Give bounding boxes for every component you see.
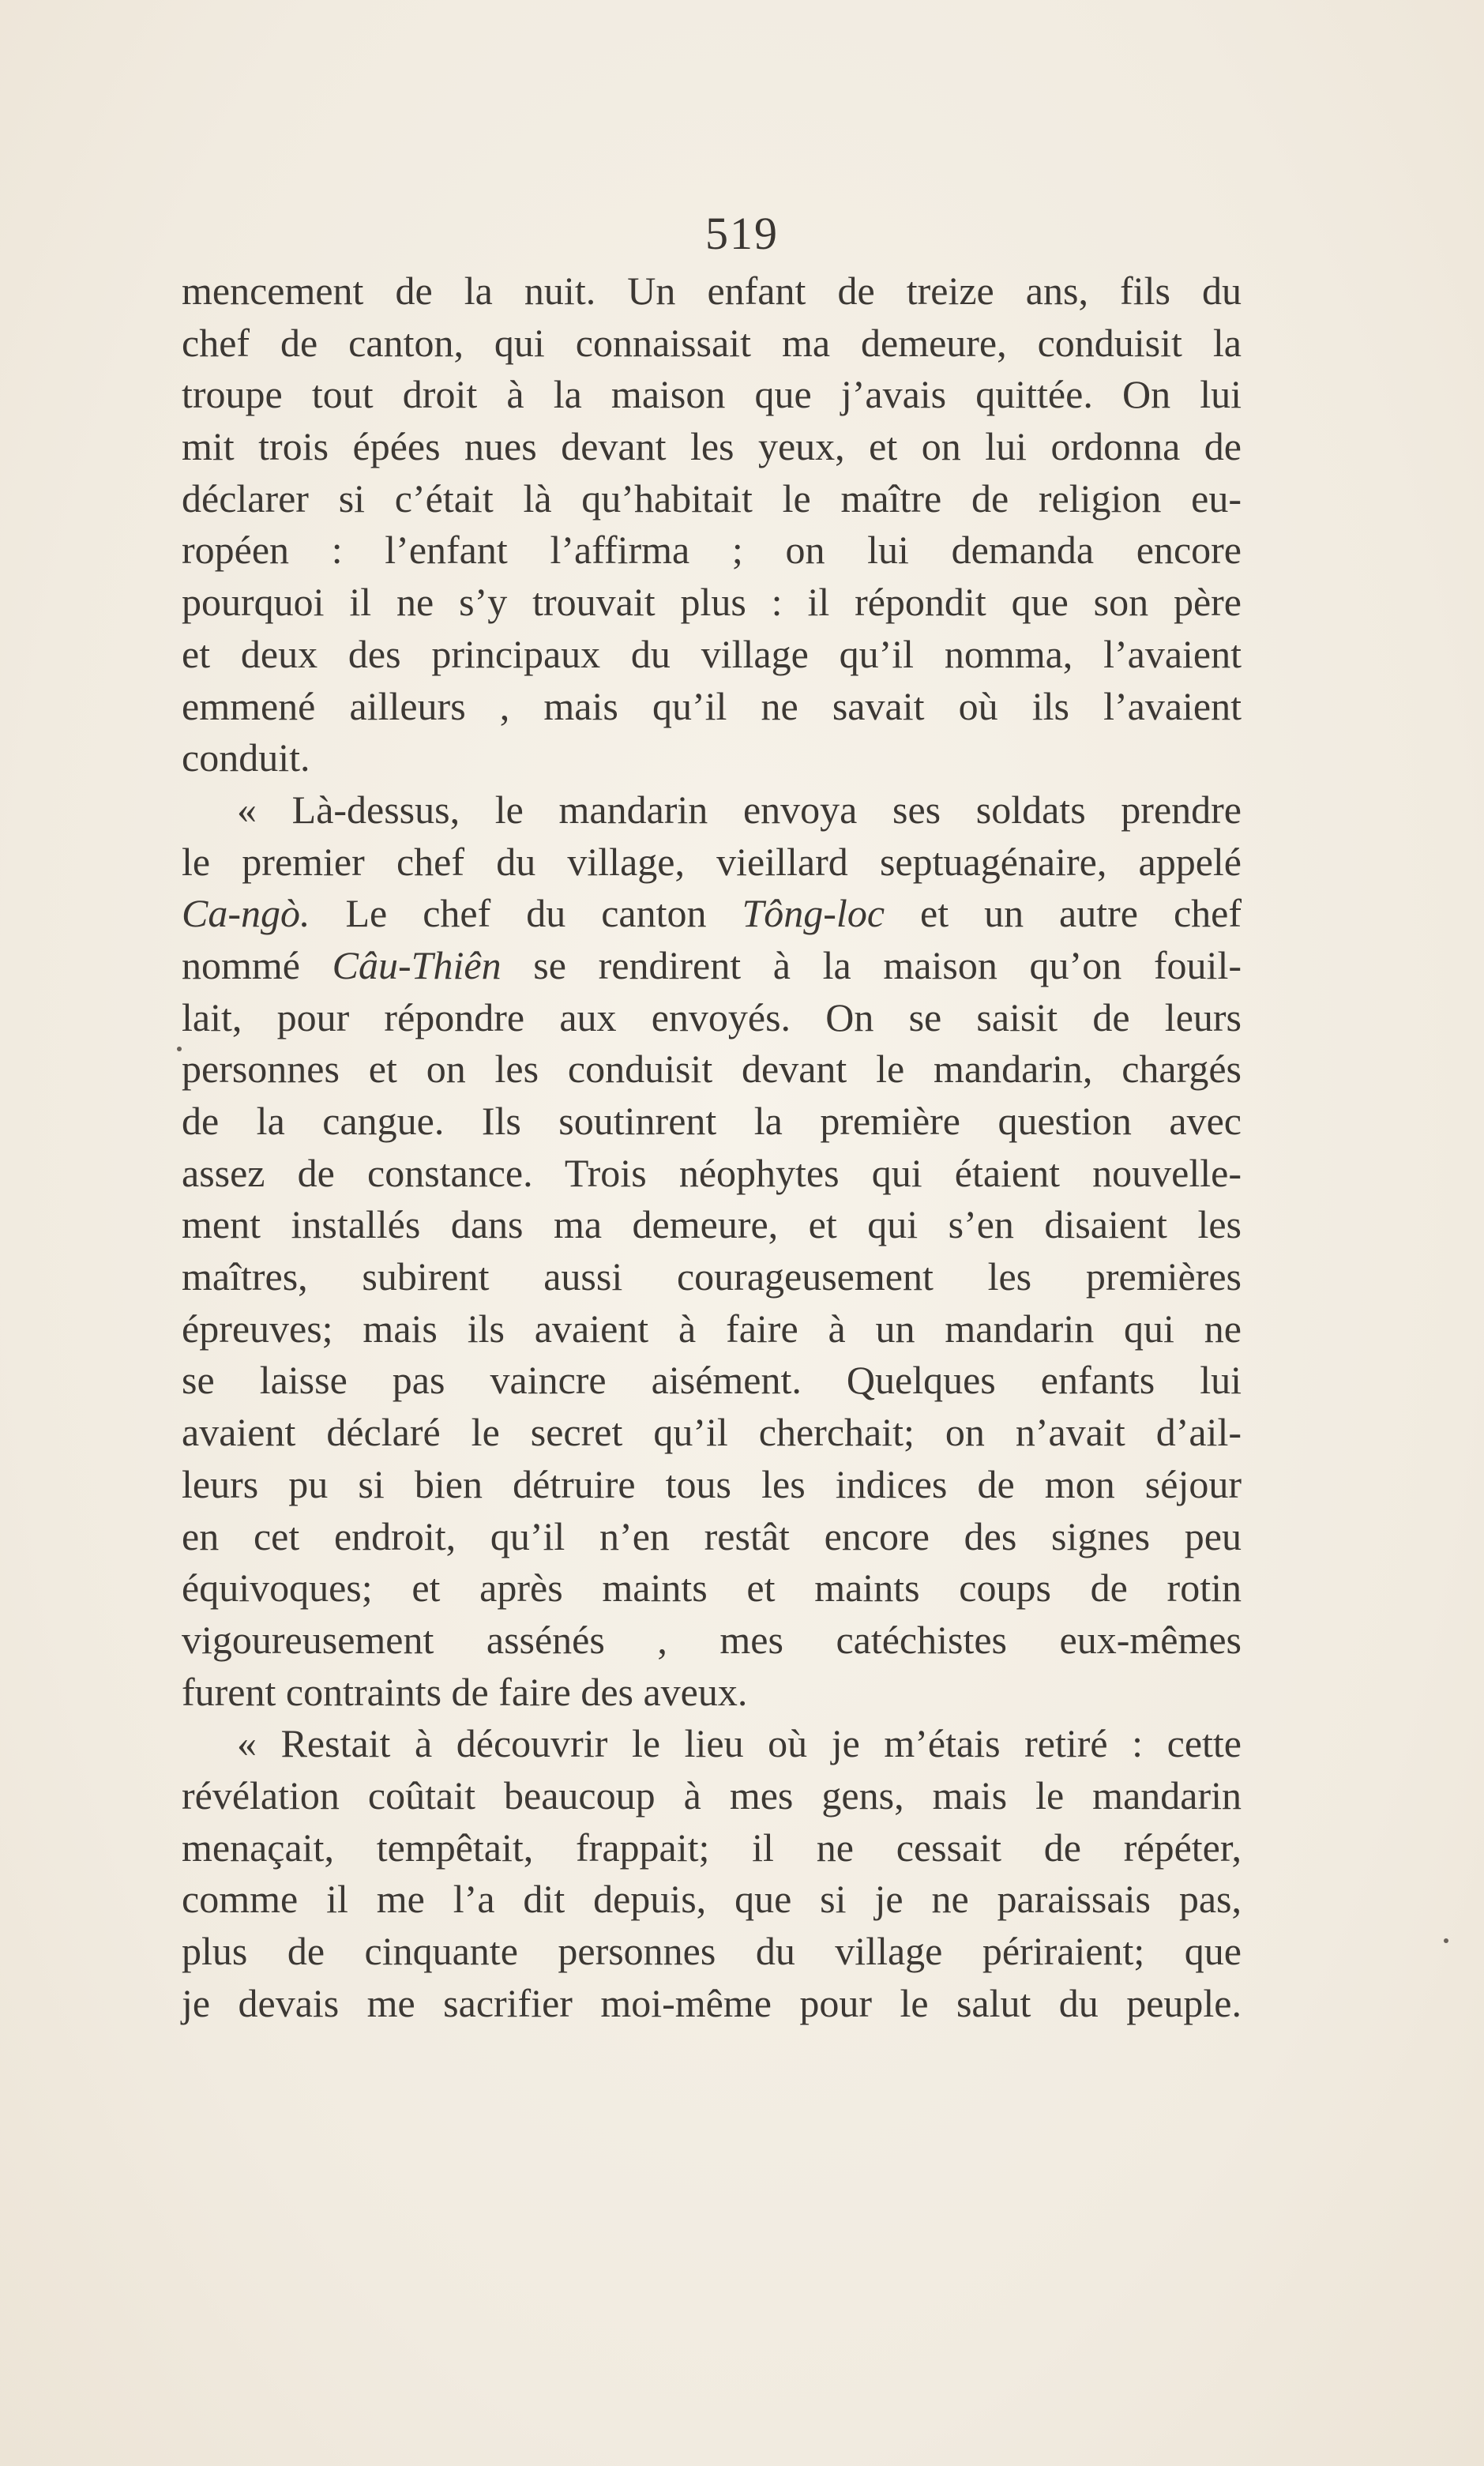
- text-line: [182, 473, 1242, 525]
- text-line: [182, 1667, 1242, 1719]
- text-line: [182, 1874, 1242, 1926]
- text-line: [182, 1978, 1242, 2030]
- text-run: épreuves; mais ils avaient à faire à un mandarin qui ne: [182, 1306, 1242, 1351]
- text-run: en cet endroit, qu’il n’en restât encore des signes peu: [182, 1513, 1242, 1558]
- italic-name: Tông-loc: [742, 891, 885, 936]
- text-run: révélation coûtait beaucoup à mes gens, mais le mandarin: [182, 1772, 1242, 1818]
- text-line: [182, 1199, 1242, 1251]
- text-line: [182, 1251, 1242, 1303]
- text-line: [182, 1615, 1242, 1667]
- text-run: plus de cinquante personnes du village périraient; que: [182, 1929, 1242, 1973]
- text-run: lait, pour répondre aux envoyés. On se saisit de leurs: [182, 994, 1242, 1039]
- text-line: [182, 577, 1242, 629]
- text-line: [182, 1407, 1242, 1459]
- text-line: [182, 1148, 1242, 1200]
- text-line: [182, 629, 1242, 681]
- text-run: déclarer si c’était là qu’habitait le maître de religion eu-: [182, 476, 1242, 521]
- text-line: [182, 681, 1242, 733]
- text-line: [182, 1043, 1242, 1096]
- text-run: se laisse pas vaincre aisément. Quelques enfants lui: [182, 1358, 1242, 1403]
- text-run: mencement de la nuit. Un enfant de treize ans, fils du: [182, 269, 1242, 313]
- text-run: de la cangue. Ils soutinrent la première question avec: [182, 1099, 1242, 1143]
- text-run: assez de constance. Trois néophytes qui étaient nouvelle-: [182, 1150, 1242, 1195]
- text-line: [182, 1718, 1242, 1770]
- text-line: [182, 524, 1242, 577]
- text-run: avaient déclaré le secret qu’il cherchait; on n’avait d’ail-: [182, 1410, 1242, 1455]
- text-run: troupe tout droit à la maison que j’avais quittée. On lui: [182, 372, 1242, 417]
- text-run: conduit.: [182, 735, 310, 780]
- text-run: ment installés dans ma demeure, et qui s’en disaient les: [182, 1202, 1242, 1247]
- text-line: [182, 1303, 1242, 1355]
- text-run: et deux des principaux du village qu’il nomma, l’avaient: [182, 631, 1242, 676]
- ink-speck: [177, 1047, 182, 1051]
- italic-name: Ca-ngò.: [182, 891, 310, 936]
- text-run: « Là-dessus, le mandarin envoya ses soldats prendre: [237, 787, 1242, 832]
- text-run: personnes et on les conduisit devant le mandarin, chargés: [182, 1047, 1242, 1092]
- text-line: [182, 940, 1242, 992]
- italic-name: Câu-Thiên: [332, 942, 502, 987]
- text-line: [182, 992, 1242, 1044]
- text-line: [182, 1562, 1242, 1615]
- text-run: équivoques; et après maints et maints coups de rotin: [182, 1566, 1242, 1611]
- text-line: [182, 369, 1242, 421]
- text-run: leurs pu si bien détruire tous les indices de mon séjour: [182, 1461, 1242, 1506]
- text-run: comme il me l’a dit depuis, que si je ne paraissais pas,: [182, 1877, 1242, 1922]
- body-text: [182, 265, 1242, 2029]
- text-line: [182, 1511, 1242, 1563]
- text-line: [182, 1096, 1242, 1148]
- text-run: je devais me sacrifier moi-même pour le salut du peuple.: [182, 1980, 1242, 2025]
- text-run: le premier chef du village, vieillard septuagénaire, appelé: [182, 839, 1242, 884]
- text-run: Le chef du canton: [310, 891, 742, 936]
- text-run: pourquoi il ne s’y trouvait plus : il répondit que son père: [182, 580, 1242, 625]
- text-line: [182, 265, 1242, 318]
- text-line: [182, 732, 1242, 784]
- text-line: [182, 1459, 1242, 1511]
- text-line: [182, 784, 1242, 836]
- text-run: se rendirent à la maison qu’on fouil-: [501, 942, 1242, 987]
- page-number: 519: [705, 208, 779, 259]
- text-line: [182, 1355, 1242, 1407]
- text-run: chef de canton, qui connaissait ma demeure, conduisit la: [182, 320, 1242, 365]
- ink-speck: [1444, 1938, 1448, 1943]
- text-run: maîtres, subirent aussi courageusement les premières: [182, 1254, 1242, 1299]
- text-run: furent contraints de faire des aveux.: [182, 1669, 748, 1714]
- text-line: [182, 888, 1242, 940]
- text-line: [182, 318, 1242, 370]
- text-line: [182, 1770, 1242, 1822]
- text-line: [182, 421, 1242, 473]
- text-line: [182, 1926, 1242, 1978]
- text-run: vigoureusement assénés , mes catéchistes eux-mêmes: [182, 1617, 1242, 1662]
- text-run: menaçait, tempêtait, frappait; il ne cessait de répéter,: [182, 1825, 1242, 1870]
- text-run: emmené ailleurs , mais qu’il ne savait où ils l’avaient: [182, 683, 1242, 728]
- text-run: et un autre chef: [885, 891, 1242, 936]
- text-line: [182, 836, 1242, 889]
- text-run: nommé: [182, 942, 332, 987]
- text-run: ropéen : l’enfant l’affirma ; on lui demanda encore: [182, 528, 1242, 573]
- text-line: [182, 1822, 1242, 1874]
- text-run: mit trois épées nues devant les yeux, et on lui ordonna de: [182, 424, 1242, 469]
- text-run: « Restait à découvrir le lieu où je m’étais retiré : cette: [237, 1721, 1242, 1766]
